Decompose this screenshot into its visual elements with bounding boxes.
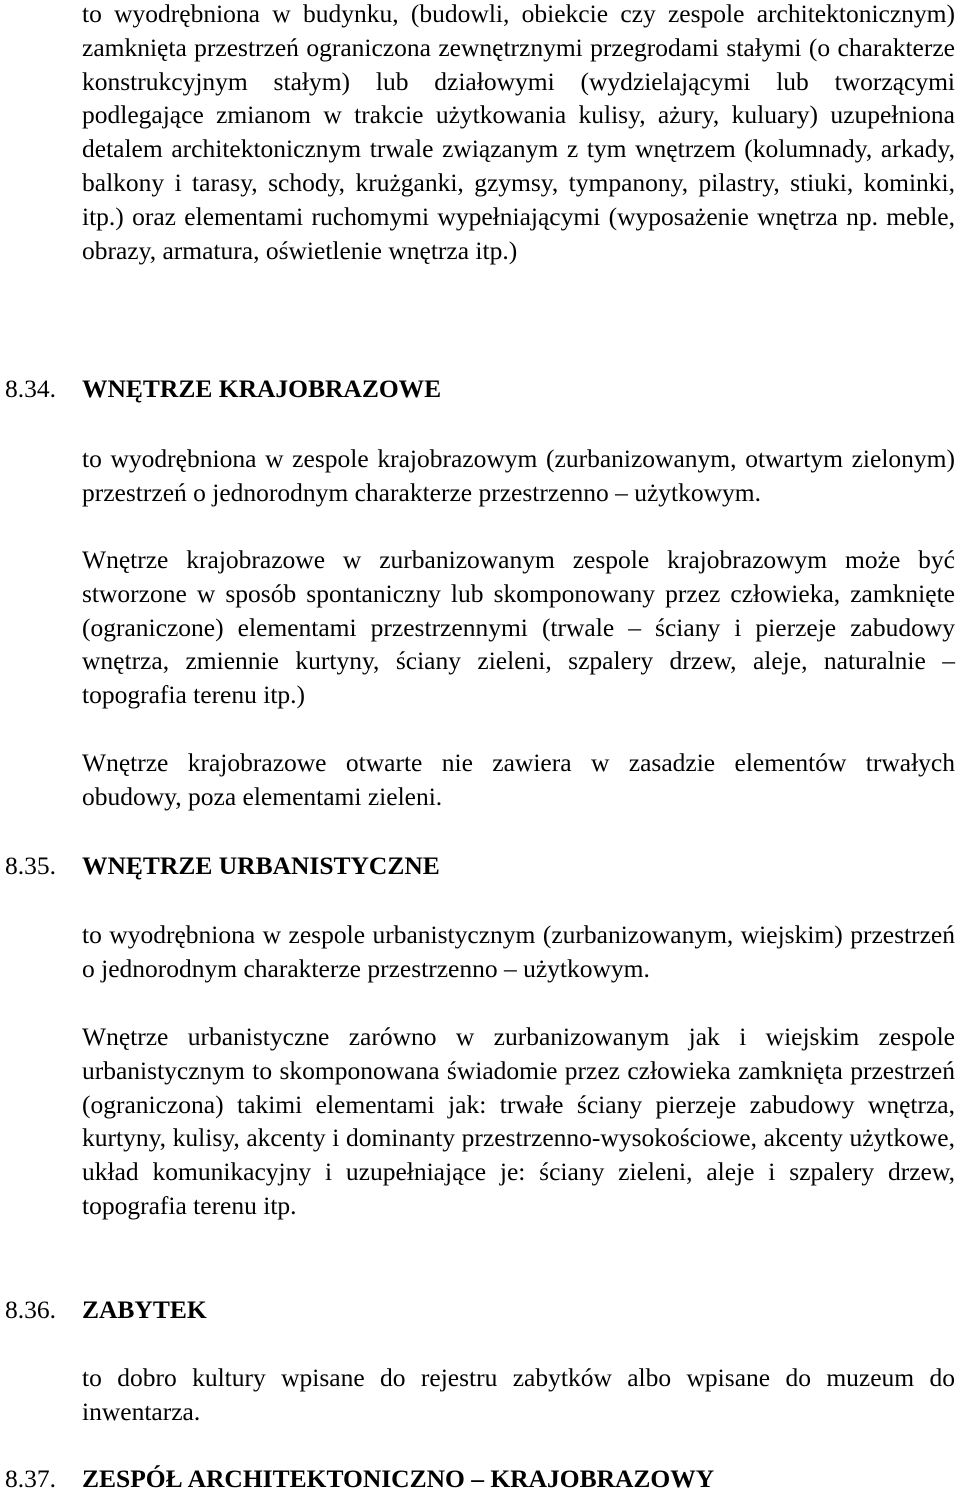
description-paragraph-krajobrazowe-otwarte: Wnętrze krajobrazowe otwarte nie zawiera w zasadzie elementów trwałych obudowy, poza elementami zieleni. — [82, 748, 955, 811]
section-number: 8.35. — [5, 851, 56, 880]
description-paragraph-krajobrazowe: Wnętrze krajobrazowe w zurbanizowanym zespole krajobrazowym może być stworzone w sposób spontaniczny lub skomponowany przez człowieka, zamknięte (ograniczone) elementami przestrzennymi (trwale – ściany i pierzeje zabudowy wnętrza, zmiennie kurtyny, ściany zieleni, szpalery drzew, aleje, naturalnie – topografia terenu itp.) — [82, 545, 955, 710]
definition-paragraph-wnetrze: to wyodrębniona w budynku, (budowli, obiekcie czy zespole architektonicznym) zamknięta przestrzeń ograniczona zewnętrznymi przegrodami stałymi (o charakterze konstrukcyjnym stałym) lub działowymi (wydzielającymi lub tworzącymi podlegające zmianom w trakcie użytkowania kulisy, ażury, kuluary) uzupełniona detalem architektonicznym trwale związanym z tym wnętrzem (kolumnady, arkady, balkony i tarasy, schody, krużganki, gzymsy, tympanony, pilastry, stiuki, kominki, itp.) oraz elementami ruchomymi wypełniającymi (wyposażenie wnętrza np. meble, obrazy, armatura, oświetlenie wnętrza itp.) — [82, 0, 955, 265]
description-paragraph-urbanistyczne: Wnętrze urbanistyczne zarówno w zurbanizowanym jak i wiejskim zespole urbanistycznym to skomponowana świadomie przez człowieka zamknięta przestrzeń (ograniczona) takimi elementami jak: trwałe ściany pierzeje zabudowy wnętrza, kurtyny, kulisy, akcenty i dominanty przestrzenno-wysokościowe, akcenty użytkowe, układ komunikacyjny i uzupełniające je: ściany zieleni, aleje i szpalery drzew, topografia terenu itp. — [82, 1022, 955, 1220]
section-number: 8.36. — [5, 1295, 56, 1324]
section-title: ZABYTEK — [82, 1295, 207, 1324]
definition-paragraph-urbanistyczne: to wyodrębniona w zespole urbanistycznym (zurbanizowanym, wiejskim) przestrzeń o jednorodnym charakterze przestrzenno – użytkowym. — [82, 920, 955, 983]
definition-paragraph-krajobrazowe: to wyodrębniona w zespole krajobrazowym (zurbanizowanym, otwartym zielonym) przestrzeń o jednorodnym charakterze przestrzenno – użytkowym. — [82, 444, 955, 507]
section-heading-8-36 — [5, 1293, 955, 1327]
section-heading-8-37 — [5, 1462, 955, 1495]
definition-paragraph-zabytek: to dobro kultury wpisane do rejestru zabytków albo wpisane do muzeum do inwentarza. — [82, 1363, 955, 1426]
section-heading-8-34 — [5, 372, 955, 406]
section-title: WNĘTRZE URBANISTYCZNE — [82, 851, 440, 880]
section-title: WNĘTRZE KRAJOBRAZOWE — [82, 374, 442, 403]
section-number: 8.37. — [5, 1464, 56, 1493]
section-heading-8-35 — [5, 849, 955, 883]
section-number: 8.34. — [5, 374, 56, 403]
section-title: ZESPÓŁ ARCHITEKTONICZNO – KRAJOBRAZOWY — [82, 1464, 715, 1493]
